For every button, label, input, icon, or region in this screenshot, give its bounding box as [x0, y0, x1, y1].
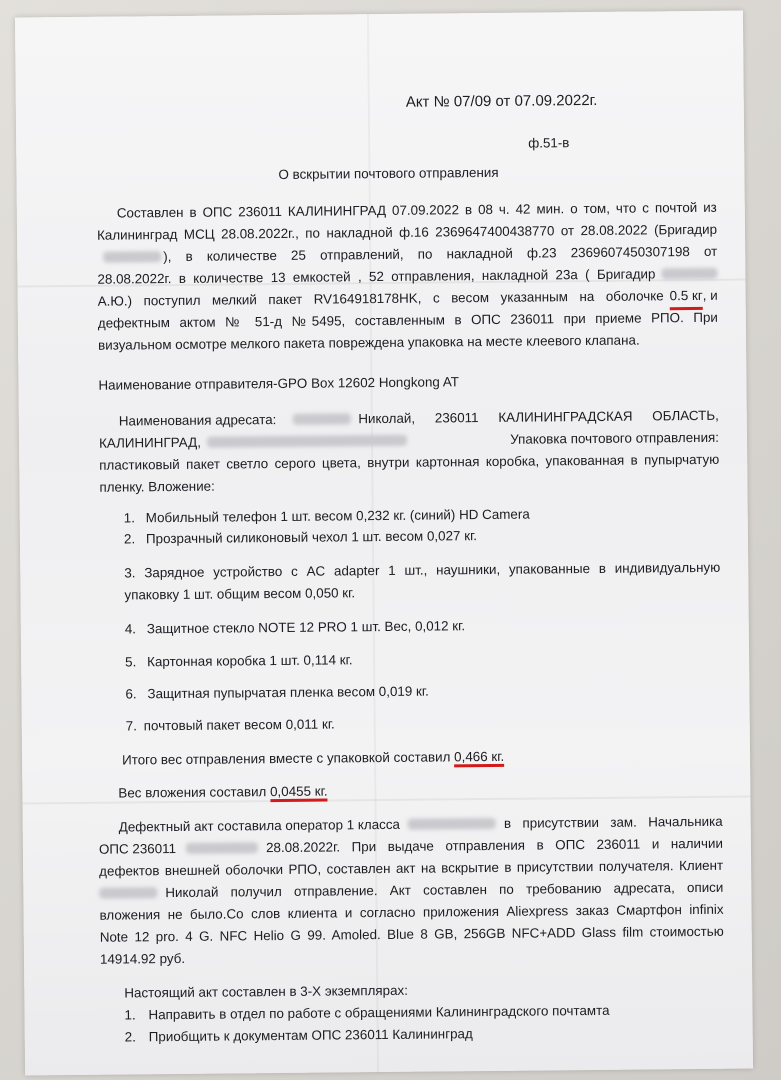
redacted-client: [99, 887, 157, 899]
item-number: 5.: [125, 654, 137, 670]
item-text: почтовый пакет весом 0,011 кг.: [143, 716, 335, 734]
redacted-surname: [292, 413, 350, 425]
intro-line: визуальном осмотре мелкого пакета повреждена упаковка на месте клеевого клапана.: [98, 332, 640, 353]
item-text: Защитная пупырчатая пленка весом 0,019 кг.: [147, 683, 429, 702]
document-sheet: [15, 11, 753, 1076]
intro-line: А.Ю.) поступил мелкий пакет RV164918178HK, с весом указанным на оболочке 0.5 кг , и: [98, 285, 718, 315]
sender-line: Наименование отправителя-GPO Box 12602 Hongkong AT: [98, 374, 459, 393]
addressee-line: Наименования адресата: Николай, 236011 КАЛИНИНГРАДСКАЯ ОБЛАСТЬ,: [118, 407, 719, 429]
item-number: 6.: [125, 686, 137, 702]
defect-line: ОПС 236011 28.08.2022г. При выдаче отправления в ОПС 236011 и наличии: [98, 835, 723, 857]
item-text: Зарядное устройство с AC adapter 1 шт., наушники, упакованные в индивидуальную: [144, 559, 721, 581]
defect-line: Николай получил отправление. Акт составлен по требованию адресата, описи: [99, 877, 723, 904]
item-number: 1.: [123, 510, 135, 526]
item-number: 4.: [124, 621, 137, 637]
content-weight-value: 0,0455 кг.: [270, 784, 328, 803]
defect-line: вложения не было.Со слов клиента и согласно приложения Aliexpress заказ Смартфон infinix: [99, 901, 724, 923]
addressee-line: пленку. Вложение:: [99, 478, 215, 495]
item-text: Защитное стекло NOTE 12 PRO 1 шт. Вес, 0,012 кг.: [146, 618, 466, 637]
stated-weight: 0.5 кг: [670, 285, 703, 310]
defect-line: Дефектный акт составила оператор 1 класса в присутствии зам. Начальника: [118, 813, 723, 835]
form-number: ф.51-в: [528, 135, 570, 151]
total-weight-line: Итого вес отправления вместе с упаковкой составил 0,466 кг.: [121, 748, 505, 768]
redacted-operator: [408, 818, 496, 830]
closing-number: 2.: [124, 1029, 136, 1045]
item-text-continued: упаковку 1 шт. общим весом 0,050 кг.: [124, 585, 356, 603]
item-number: 7.: [125, 718, 137, 734]
defect-line: дефектов внешней оболочки РПО, составлен акт на вскрытие в присутствии получателя. Клиент: [99, 857, 724, 879]
closing-number: 1.: [124, 1007, 136, 1023]
act-subtitle: О вскрытии почтового отправления: [278, 164, 499, 182]
addressee-line: КАЛИНИНГРАД, Упаковка почтового отправления:: [98, 429, 720, 451]
intro-line: Калининград МСЦ 28.08.2022г., по накладной ф.16 2369647400438770 от 28.08.2022 (Бригадир: [96, 221, 718, 243]
closing-intro: Настоящий акт составлен в 3-Х экземплярах:: [124, 982, 408, 1001]
addressee-line: пластиковый пакет светло серого цвета, внутри картонная коробка, упакованная в пупырчатую: [99, 451, 720, 473]
defect-line: 14914.92 руб.: [99, 950, 186, 967]
intro-line: ), в количестве 25 отправлений, по накладной ф.23 2369607450307198 от: [97, 241, 717, 268]
item-text: Мобильный телефон 1 шт. весом 0,232 кг. (синий) HD Camera: [145, 506, 530, 526]
closing-text: Приобщить к документам ОПС 236011 Калининград: [148, 1026, 473, 1045]
item-text: Прозрачный силиконовый чехол 1 шт. весом 0,027 кг.: [145, 528, 478, 547]
redacted-name: [103, 251, 161, 263]
intro-line: 28.08.2022г. в количестве 13 емкостей , 52 отправления, накладной 23а ( Бригадир: [97, 263, 717, 290]
act-title: Акт № 07/09 от 07.09.2022г.: [405, 91, 598, 111]
intro-line: Составлен в ОПС 236011 КАЛИНИНГРАД 07.09.2022 в 08 ч. 42 мин. о том, что с почтой из: [116, 199, 717, 221]
intro-line: дефектным актом № 51-д №5495, составленным в ОПС 236011 при приеме РПО. При: [97, 309, 718, 331]
item-number: 3.: [124, 565, 136, 581]
redacted-address: [207, 435, 407, 448]
defect-line: Note 12 pro. 4 G. NFC Helio G 99. Amoled. Blue 8 GB, 256GB NFC+ADD Glass film стоимостью: [99, 923, 724, 945]
content-weight-line: Вес вложения составил 0,0455 кг.: [118, 783, 328, 801]
closing-text: Направить в отдел по работе с обращениями Калининградского почтамта: [148, 1002, 610, 1023]
total-weight-value: 0,466 кг.: [454, 749, 504, 767]
redacted-deputy: [186, 842, 258, 854]
item-number: 2.: [123, 531, 136, 547]
item-text: Картонная коробка 1 шт. 0,114 кг.: [147, 652, 353, 670]
redacted-name: [661, 268, 717, 280]
